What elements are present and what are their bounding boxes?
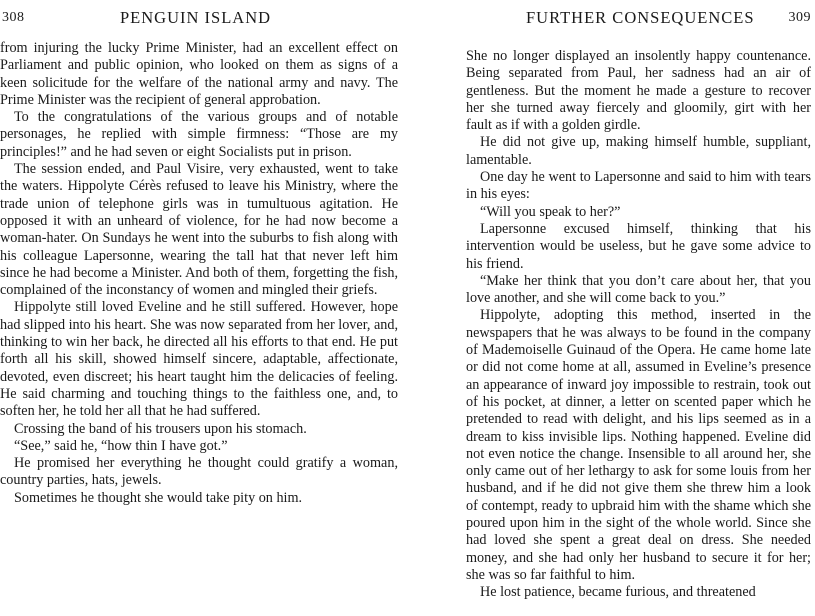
paragraph: Hippolyte, adopting this method, inserted in the newspapers that he was always to be found in the company of Mademoiselle Guinaud of the Opera. He came home late or did not come home at all, assumed in Eveline’s presence an appearance of inward joy impossible to restrain, took out of his pocket, at dinner, a letter on scented paper which he pretended to read with delight, and his lips seemed as in a dream to kiss invisible lips. Nothing happened. Eveline did not even notice the change. Insensible to all around her, she only came out of her lethargy to ask for some louis from her husband, and if he did not give them she threw him a look of contempt, ready to upbraid him with the shame which she poured upon him in the sight of the whole world. Since she had loved she spent a great deal on dress. She needed money, and she had only her husband to secure it for her; she was so far faithful to him.	[466, 307, 811, 583]
paragraph: One day he went to Lapersonne and said to him with tears in his eyes:	[466, 169, 811, 203]
page-number: 309	[788, 10, 811, 25]
right-page-header	[466, 8, 811, 30]
paragraph: Sometimes he thought she would take pity on him.	[14, 489, 303, 506]
paragraph: “Will you speak to her?”	[480, 203, 621, 220]
running-head: PENGUIN ISLAND	[120, 8, 272, 27]
paragraph: He lost patience, became furious, and threatened	[480, 584, 756, 601]
left-page-header	[0, 8, 398, 30]
paragraph: He promised her everything he thought could gratify a woman, country parties, hats, jewels.	[0, 455, 398, 489]
left-page	[0, 0, 398, 616]
paragraph: “Make her think that you don’t care about her, that you love another, and she will come back to you.”	[466, 272, 811, 307]
paragraph: from injuring the lucky Prime Minister, had an excellent effect on Parliament and public opinion, who looked on them as signs of a keen solicitude for the welfare of the national army and navy. The Prime Minister was the recipient of general approbation.	[0, 40, 398, 108]
paragraph: He did not give up, making himself humble, suppliant, lamentable.	[466, 134, 811, 168]
right-page	[466, 0, 811, 616]
paragraph: Hippolyte still loved Eveline and he still suffered. However, hope had slipped into his heart. She was now separated from her lover, and, thinking to win her back, he directed all his efforts to that end. He put forth all his skill, showed himself sincere, adaptable, affectionate, devoted, even discreet; his heart taught him the delicacies of feeling. He said charming and touching things to the faithless one, and, to soften her, he told her all that he had suffered.	[0, 299, 398, 420]
paragraph: Crossing the band of his trousers upon his stomach.	[14, 420, 307, 437]
paragraph: “See,” said he, “how thin I have got.”	[14, 437, 228, 454]
paragraph: To the congratulations of the various groups and of notable personages, he replied with simple firmness: “Those are my principles!” and he had seven or eight Socialists put in prison.	[0, 109, 398, 160]
left-page-body	[0, 40, 398, 507]
paragraph: Lapersonne excused himself, thinking that his intervention would be useless, but he gave some advice to his friend.	[466, 220, 811, 272]
running-head: FURTHER CONSEQUENCES	[526, 8, 755, 27]
paragraph: She no longer displayed an insolently happy countenance. Being separated from Paul, her sadness had an air of gentleness. But the moment he made a gesture to recover her she turned away fiercely and gloomily, girt with her fault as if with a golden girdle.	[466, 48, 811, 134]
page-number: 308	[2, 10, 25, 25]
right-page-body	[466, 48, 811, 602]
paragraph: The session ended, and Paul Visire, very exhausted, went to take the waters. Hippolyte Cérès refused to leave his Ministry, where the trade union of telephone girls was in tumultuous agitation. He opposed it with an unheard of violence, for he had now become a woman-hater. On Sundays he went into the suburbs to fish along with his colleague Lapersonne, wearing the tall hat that never left him since he had become a Minister. And both of them, forgetting the fish, complained of the inconstancy of women and mingled their griefs.	[0, 161, 398, 299]
